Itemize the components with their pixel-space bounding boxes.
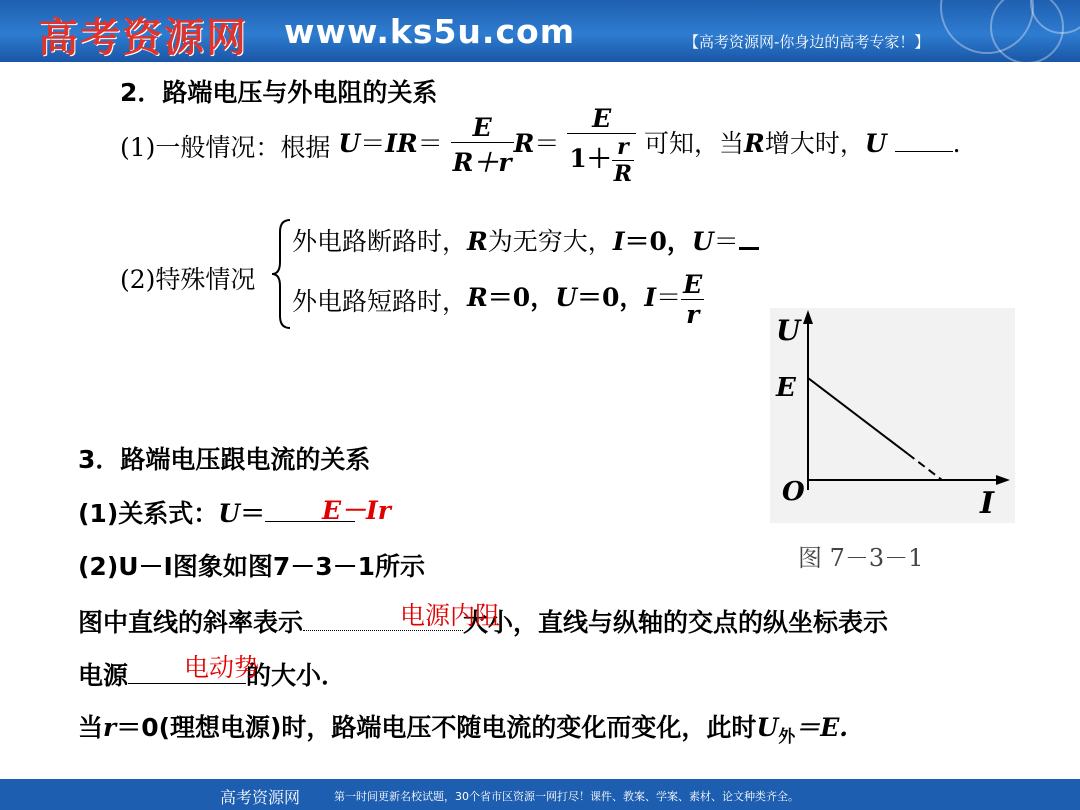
conclusion-end: . bbox=[952, 129, 961, 158]
fraction-denominator bbox=[567, 134, 636, 187]
open-circuit-r: R bbox=[467, 227, 488, 256]
fraction-denominator: r bbox=[686, 300, 700, 329]
special-case-label: (2)特殊情况 bbox=[120, 265, 256, 294]
slope-prefix: 图中直线的斜率表示 bbox=[78, 608, 304, 637]
open-circuit-end: ＝ bbox=[713, 227, 739, 256]
fraction-e-over-1-plus-r-over-r bbox=[567, 104, 636, 187]
ideal-prefix: 当 bbox=[78, 713, 104, 742]
denominator-prefix: 1＋ bbox=[569, 144, 612, 173]
relation-eq: ＝ bbox=[240, 499, 266, 528]
formula-u: U bbox=[338, 129, 361, 158]
general-case-line bbox=[120, 104, 961, 214]
footer-logo: 高考资源网 bbox=[220, 788, 301, 807]
fraction-numerator: E bbox=[683, 270, 703, 299]
short-circuit-line bbox=[292, 270, 704, 332]
short-circuit-eq: ＝0， bbox=[577, 283, 645, 312]
open-circuit-u: U bbox=[691, 227, 714, 256]
open-circuit-eq: ＝0， bbox=[624, 227, 692, 256]
ideal-r: r bbox=[103, 713, 117, 742]
curly-brace bbox=[270, 218, 292, 330]
ideal-u: U bbox=[756, 713, 779, 742]
answer-blank bbox=[739, 227, 759, 250]
conclusion-r: R bbox=[744, 129, 765, 158]
formula-eq: ＝ bbox=[417, 129, 443, 158]
relation-line bbox=[78, 494, 355, 530]
fraction-numerator: E bbox=[451, 113, 514, 143]
emf-answer: 电动势 bbox=[184, 653, 260, 682]
fraction-e-over-r bbox=[681, 270, 704, 329]
relation-label: (1)关系式： bbox=[78, 499, 219, 528]
short-circuit-eq: ＝0， bbox=[487, 283, 556, 312]
formula-ir: IR bbox=[385, 129, 418, 158]
fraction-numerator: E bbox=[567, 104, 636, 134]
section2-heading: 2．路端电压与外电阻的关系 bbox=[120, 78, 438, 107]
header-banner bbox=[0, 0, 1080, 62]
open-circuit-mid: 为无穷大， bbox=[487, 227, 613, 256]
formula-eq: ＝ bbox=[534, 129, 560, 158]
answer-blank bbox=[895, 129, 953, 152]
conclusion-prefix: 可知，当 bbox=[644, 129, 745, 158]
graph-background bbox=[770, 308, 1015, 523]
fraction-numerator: r bbox=[612, 134, 634, 161]
ideal-end: ＝E. bbox=[795, 713, 849, 742]
emf-suffix: 的大小． bbox=[246, 661, 347, 690]
section3-heading: 3．路端电压跟电流的关系 bbox=[78, 445, 371, 474]
u-axis-label: U bbox=[776, 314, 801, 347]
slope-suffix: 大小，直线与纵轴的交点的纵坐标表示 bbox=[463, 608, 889, 637]
site-logo: 高考资源网 bbox=[38, 14, 248, 61]
ideal-mid: ＝0(理想电源)时，路端电压不随电流的变化而变化，此时 bbox=[116, 713, 757, 742]
open-circuit-text: 外电路断路时， bbox=[292, 227, 468, 256]
fraction-denominator: R＋r bbox=[452, 147, 512, 177]
emf-prefix: 电源 bbox=[78, 661, 129, 690]
short-circuit-i: I bbox=[644, 283, 657, 312]
conclusion-u: U bbox=[864, 129, 887, 158]
footer-text: 第一时间更新名校试题，30个省市区资源一网打尽！课件、教案、学案、素材、论文种类齐全。 bbox=[334, 790, 799, 803]
conclusion-mid: 增大时， bbox=[764, 129, 865, 158]
origin-label: O bbox=[782, 477, 805, 507]
e-label: E bbox=[776, 373, 796, 403]
relation-answer: E－Ir bbox=[322, 496, 391, 525]
short-circuit-text: 外电路短路时， bbox=[292, 286, 468, 316]
general-label: (1)一般情况：根据 bbox=[120, 132, 331, 162]
u-i-graph bbox=[770, 308, 1015, 523]
short-circuit-r: R bbox=[467, 283, 488, 312]
formula-r: R bbox=[513, 129, 535, 158]
footer-banner bbox=[0, 779, 1080, 810]
short-circuit-eq: ＝ bbox=[656, 283, 682, 312]
fraction-r-over-r bbox=[612, 134, 634, 187]
site-tagline: 【高考资源网-你身边的高考专家！】 bbox=[684, 33, 930, 51]
figure-caption: 图 7－3－1 bbox=[798, 544, 924, 572]
i-axis-label: I bbox=[980, 486, 995, 521]
open-circuit-line bbox=[292, 222, 759, 258]
graph-description: (2)U－I图象如图7－3－1所示 bbox=[78, 552, 426, 581]
fraction-e-over-r-plus-r bbox=[451, 113, 514, 179]
formula-eq: ＝ bbox=[360, 129, 386, 158]
site-url[interactable]: www.ks5u.com bbox=[284, 12, 576, 51]
fraction-denominator: R bbox=[613, 161, 633, 187]
open-circuit-i: I bbox=[612, 227, 625, 256]
ideal-source-line bbox=[78, 708, 848, 747]
relation-u: U bbox=[218, 499, 241, 528]
slope-answer: 电源内阻 bbox=[400, 601, 501, 630]
short-circuit-u: U bbox=[555, 283, 578, 312]
ideal-subscript: 外 bbox=[778, 727, 796, 747]
